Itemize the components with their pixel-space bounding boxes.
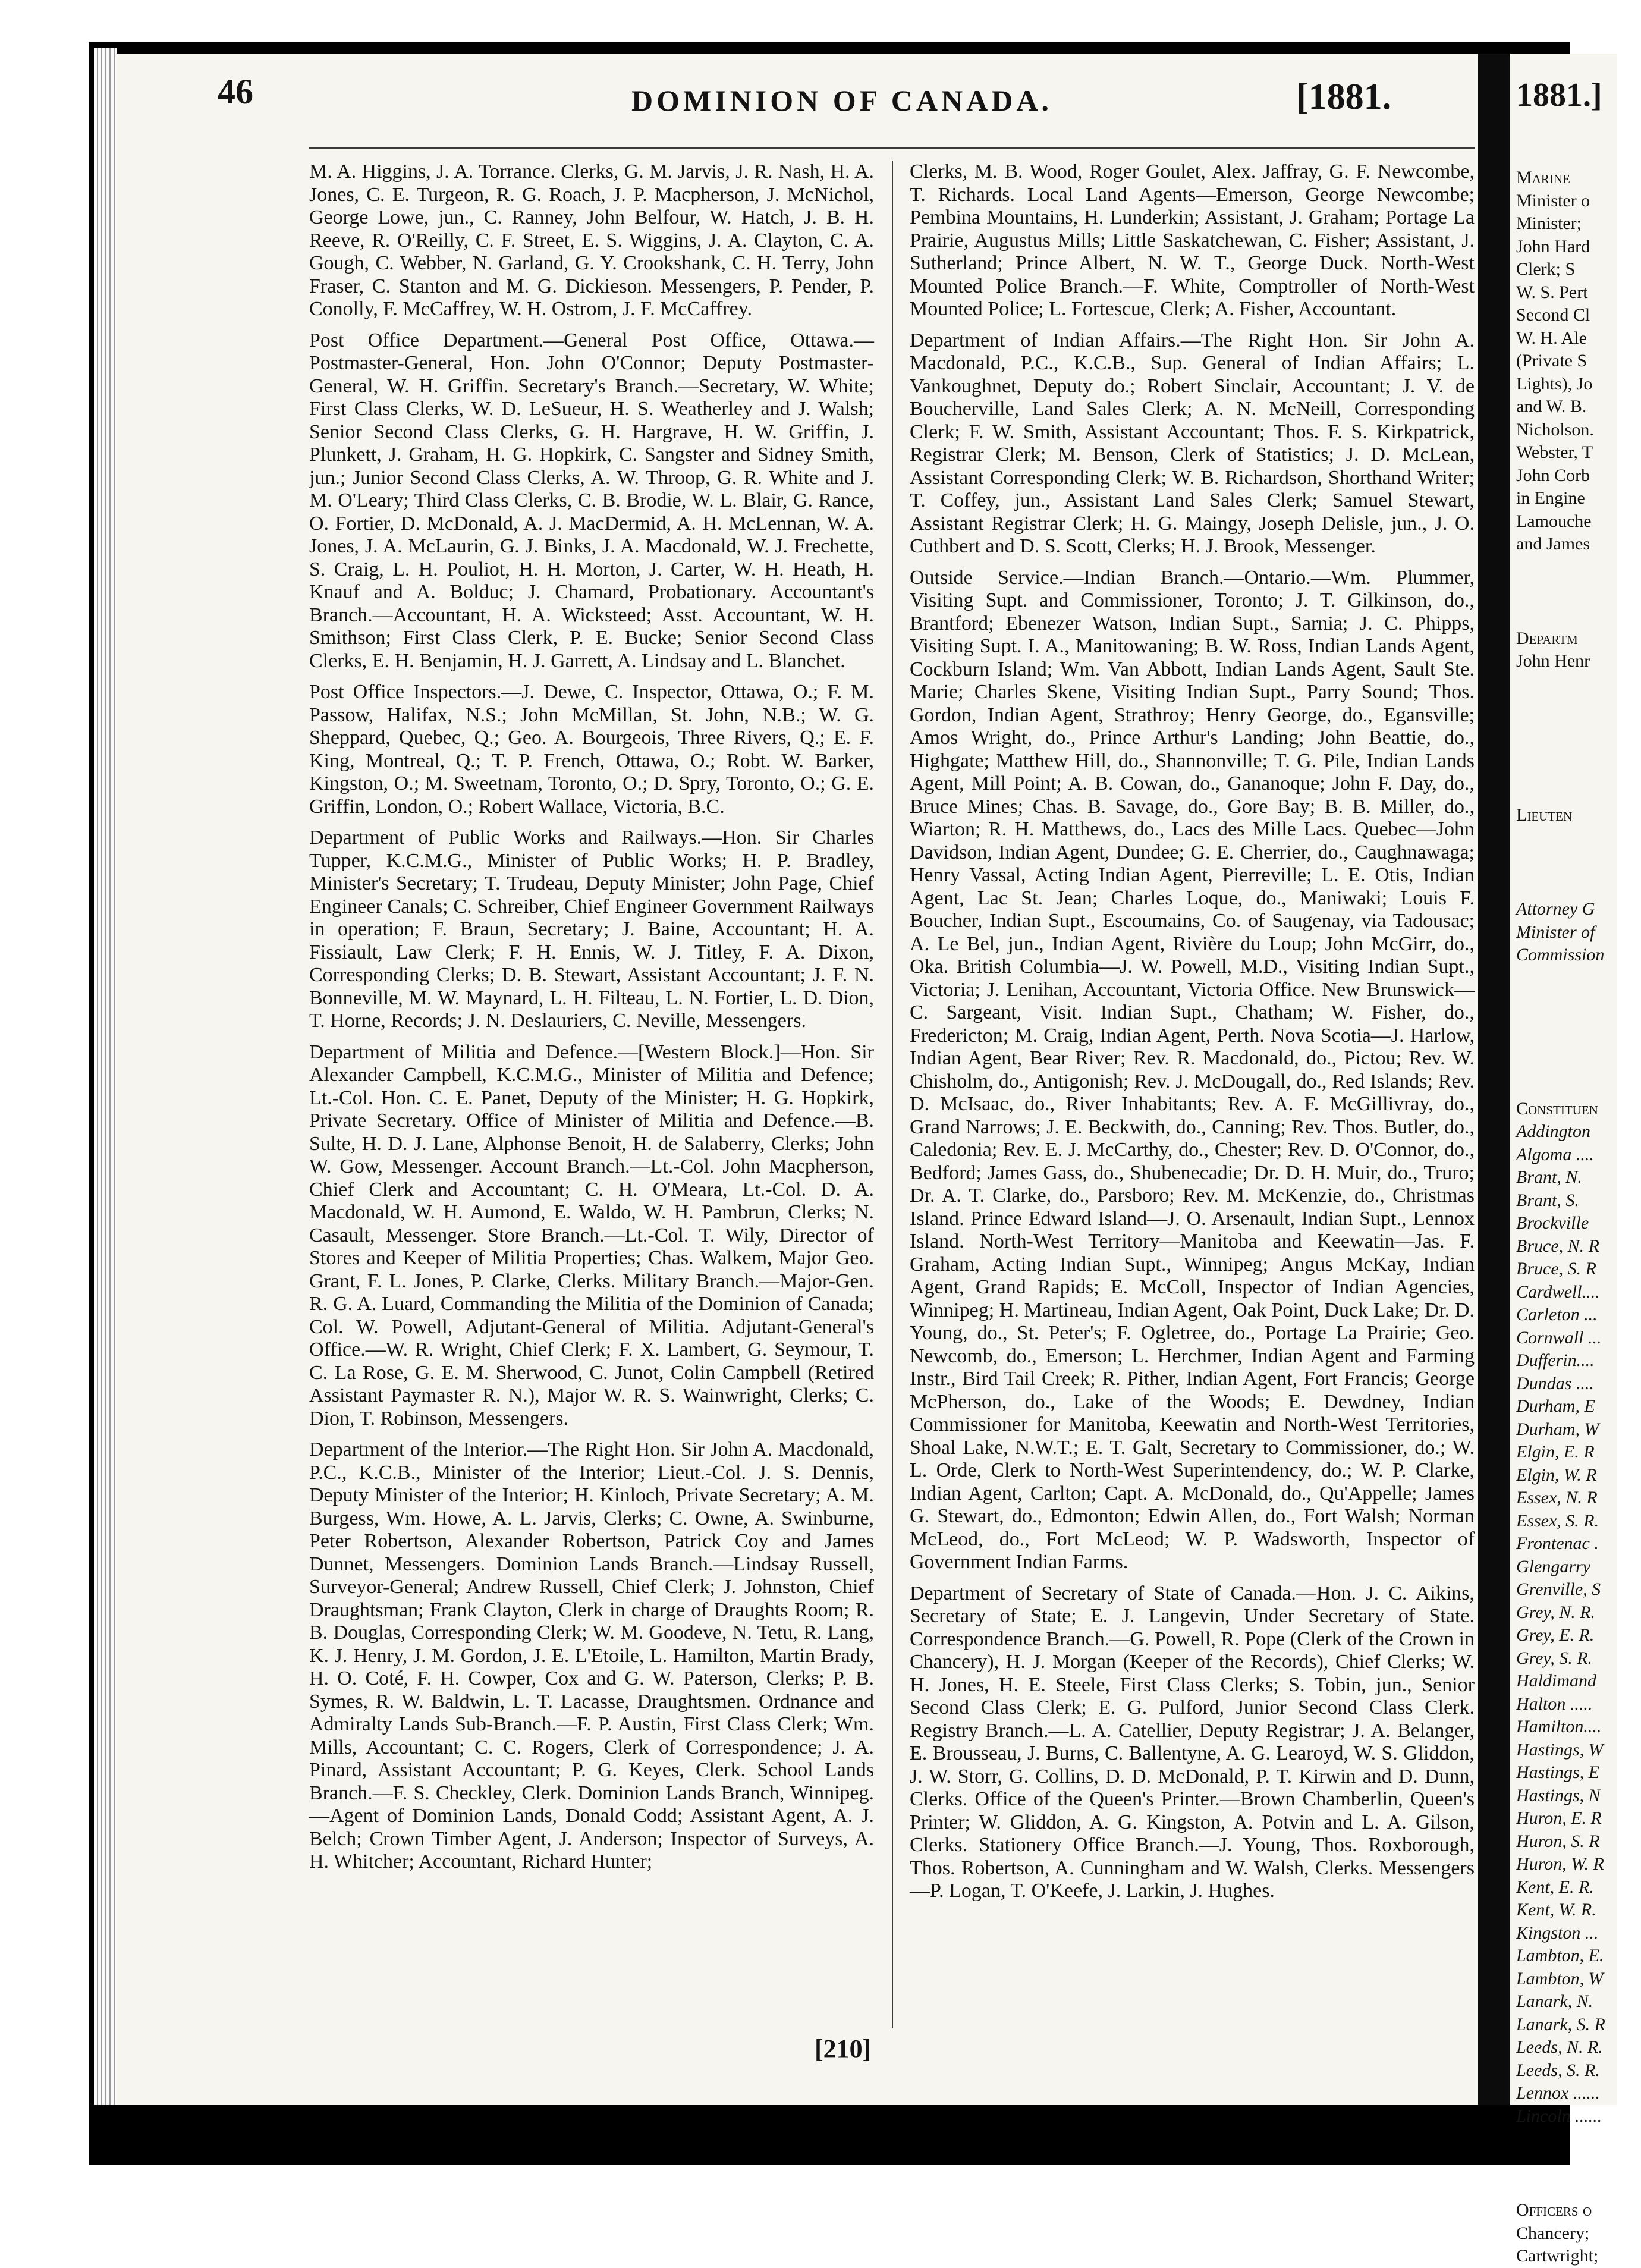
facing-page-line: Elgin, E. R: [1516, 1442, 1595, 1462]
facing-page-line: Second Cl: [1516, 305, 1590, 325]
facing-page-line: Nicholson.: [1516, 419, 1594, 439]
facing-page-line: Kent, W. R.: [1516, 1900, 1596, 1920]
facing-page-line: Dufferin....: [1516, 1350, 1595, 1370]
page-number: 46: [218, 72, 253, 111]
signature-mark: [210]: [815, 2034, 872, 2063]
facing-page-line: Haldimand: [1516, 1671, 1596, 1691]
facing-page-gap: [1516, 2128, 1617, 2199]
facing-page-line: Webster, T: [1516, 442, 1593, 462]
facing-page-line: Cardwell....: [1516, 1281, 1600, 1302]
facing-page-line: Hastings, N: [1516, 1785, 1601, 1805]
facing-page-line: Hastings, E: [1516, 1763, 1600, 1782]
facing-page-line: Huron, E. R: [1516, 1808, 1602, 1828]
paragraph: Department of Public Works and Railways.—Hon. Sir Charles Tupper, K.C.M.G., Minister of Public Works; H. P. Bradley, Minister's Secretary; T. Trudeau, Deputy Minister; John Page, Chief Engineer Canals; C. Schreiber, Chief Engineer Government Railways in operation; F. Braun, Secretary; J. Baine, Accountant; H. A. Fissiault, Law Clerk; F. H. Ennis, W. J. Titley, F. A. Dixon, Corresponding Clerks; D. B. Stewart, Assistant Accountant; J. F. N. Bonneville, M. W. Maynard, L. H. Filteau, L. N. Fortier, L. D. Dion, T. Horne, Records; J. N. Deslauriers, C. Neville, Messengers.: [309, 827, 874, 1032]
running-title: DOMINION OF CANADA.: [631, 84, 1052, 117]
facing-page-line: Frontenac .: [1516, 1534, 1599, 1553]
facing-page-line: Essex, S. R.: [1516, 1510, 1599, 1531]
right-column: [910, 161, 1475, 2028]
facing-page-line: Essex, N. R: [1516, 1488, 1598, 1507]
facing-page-lines: [1516, 167, 1617, 2268]
facing-page-line: Lambton, W: [1516, 1968, 1604, 1989]
facing-page-line: Constituen: [1516, 1098, 1598, 1119]
column-rule: [892, 161, 893, 2028]
facing-page-line: Minister of: [1516, 922, 1595, 942]
paragraph: Clerks, M. B. Wood, Roger Goulet, Alex. Jaffray, G. F. Newcombe, T. Richards. Local Land Agents—Emerson, George Newcombe; Pembina Mountains, H. Lunderkin; Assistant, J. Graham; Portage La Prairie, Augustus Mills; Little Saskatchewan, C. Fisher; Assistant, J. Sutherland; Prince Albert, N. W. T., George Duck. North-West Mounted Police Branch.—F. White, Comptroller of North-West Mounted Police; L. Fortescue, Clerk; A. Fisher, Accountant.: [910, 161, 1475, 320]
facing-page-line: Glengarry: [1516, 1556, 1590, 1576]
facing-page-line: Carleton ...: [1516, 1305, 1598, 1324]
facing-page-line: Elgin, W. R: [1516, 1465, 1597, 1485]
facing-page-line: (Private S: [1516, 351, 1587, 370]
facing-page-line: W. H. Ale: [1516, 328, 1587, 348]
facing-page-line: Hamilton....: [1516, 1717, 1602, 1736]
facing-page-line: W. S. Pert: [1516, 282, 1588, 302]
facing-page-line: Dundas ....: [1516, 1373, 1594, 1393]
facing-page-gap: [1516, 967, 1617, 1098]
facing-page-line: Durham, W: [1516, 1419, 1599, 1439]
facing-page-line: John Hard: [1516, 236, 1590, 256]
facing-page: [1510, 54, 1617, 2266]
facing-page-gap: [1516, 673, 1617, 804]
facing-page-gap: [1516, 556, 1617, 627]
facing-page-line: Brant, S.: [1516, 1190, 1579, 1210]
facing-page-line: Brockville: [1516, 1213, 1589, 1233]
paragraph: Department of the Interior.—The Right Hon. Sir John A. Macdonald, P.C., K.C.B., Minister of the Interior; Lieut.-Col. J. S. Dennis, Deputy Minister of the Interior; H. Kinloch, Private Secretary; A. M. Burgess, Wm. Howe, A. L. Jarvis, Clerks; C. Owne, A. Swinburne, Peter Robertson, Alexander Robertson, Patrick Coy and James Dunnet, Messengers. Dominion Lands Branch.—Lindsay Russell, Surveyor-General; Andrew Russell, Chief Clerk; J. Johnston, Chief Draughtsman; Frank Clayton, Clerk in charge of Draughts Room; R. B. Douglas, Corresponding Clerk; W. M. Goodeve, N. Tetu, R. Lang, K. J. Henry, J. M. Gordon, J. E. L'Etoile, L. Hamilton, Martin Brady, H. O. Coté, F. H. Cowper, Cox and G. W. Paterson, Clerks; P. B. Symes, R. W. Baldwin, L. T. Lacasse, Draughtsmen. Ordnance and Admiralty Lands Sub-Branch.—F. P. Austin, First Class Clerk; Wm. Mills, Accountant; C. C. Rogers, Clerk of Correspondence; J. A. Pinard, Assistant Accountant; P. G. Keyes, Clerk. School Lands Branch.—F. S. Checkley, Clerk. Dominion Lands Branch, Winnipeg.—Agent of Dominion Lands, Donald Codd; Assistant Agent, A. J. Belch; Crown Timber Agent, J. Anderson; Inspector of Surveys, A. H. Whitcher; Accountant, Richard Hunter;: [309, 1438, 874, 1873]
facing-page-line: Departm: [1516, 628, 1578, 648]
facing-page-line: Grey, N. R.: [1516, 1602, 1596, 1622]
facing-page-line: in Engine: [1516, 488, 1585, 508]
facing-page-line: Cartwright;: [1516, 2246, 1599, 2266]
facing-page-line: Huron, S. R: [1516, 1831, 1600, 1851]
facing-page-line: Lieuten: [1516, 805, 1573, 825]
facing-page-line: John Corb: [1516, 465, 1590, 485]
running-year: [1881.: [1296, 77, 1392, 117]
facing-page-line: and James: [1516, 534, 1590, 554]
facing-page-year: 1881.]: [1516, 77, 1602, 114]
paragraph: Department of Secretary of State of Canada.—Hon. J. C. Aikins, Secretary of State; E. J. Langevin, Under Secretary of State. Correspondence Branch.—G. Powell, R. Pope (Clerk of the Crown in Chancery), H. J. Morgan (Keeper of the Records), Chief Clerks; W. H. Jones, H. E. Steele, First Class Clerks; S. Tobin, jun., Senior Second Class Clerk; E. G. Pulford, Junior Second Class Clerk. Registry Branch.—L. A. Catellier, Deputy Registrar; J. A. Belanger, E. Brousseau, J. Burns, C. Ballentyne, A. G. Learoyd, W. S. Gliddon, J. W. Storr, G. Collins, D. D. McDonald, P. T. Kirwin and D. Dunn, Clerks. Office of the Queen's Printer.—Brown Chamberlin, Queen's Printer; W. Gliddon, A. G. Kingston, A. Potvin and L. A. Gilson, Clerks. Stationery Office Branch.—J. Young, Thos. Roxborough, Thos. Robertson, A. Cunningham and W. Walsh, Clerks. Messengers—P. Logan, T. O'Keefe, J. Larkin, J. Hughes.: [910, 1582, 1475, 1902]
facing-page-line: Brant, N.: [1516, 1167, 1582, 1187]
facing-page-line: Chancery;: [1516, 2223, 1590, 2243]
paragraph: Post Office Department.—General Post Office, Ottawa.—Postmaster-General, Hon. John O'Connor; Deputy Postmaster-General, W. H. Griffin. Secretary's Branch.—Secretary, W. White; First Class Clerks, W. D. LeSueur, H. S. Weatherley and J. Walsh; Senior Second Class Clerks, G. H. Hargrave, H. W. Griffin, J. Plunkett, J. Graham, H. G. Hopkirk, C. Sangster and Sidney Smith, jun.; Junior Second Class Clerks, A. W. Throop, G. R. White and J. M. O'Leary; Third Class Clerks, C. B. Brodie, W. L. Blair, G. Rance, O. Fortier, D. McDonald, A. J. MacDermid, A. H. McLennan, W. A. Jones, J. A. McLaurin, G. J. Binks, J. A. Macdonald, W. J. Frechette, S. Craig, L. H. Pouliot, H. H. Morton, J. Carter, W. H. Heath, H. Knauf and A. Bolduc; J. Chamard, Probationary. Accountant's Branch.—Accountant, H. A. Wicksteed; Asst. Accountant, W. H. Smithson; First Class Clerk, P. E. Bucke; Senior Second Class Clerks, E. H. Benjamin, H. J. Garrett, A. Lindsay and L. Blanchet.: [309, 329, 874, 672]
facing-page-line: Lennox ......: [1516, 2083, 1600, 2103]
facing-page-line: Algoma ....: [1516, 1144, 1594, 1164]
facing-page-line: Leeds, S. R.: [1516, 2060, 1600, 2080]
page-edges: [94, 48, 117, 2105]
paragraph: Department of Militia and Defence.—[Western Block.]—Hon. Sir Alexander Campbell, K.C.M.G., Minister of Militia and Defence; Lt.-Col. Hon. C. E. Panet, Deputy of the Minister; H. G. Hopkirk, Private Secretary. Office of Minister of Militia and Defence.—B. Sulte, H. D. J. Lane, Alphonse Benoit, H. de Salaberry, Clerks; John W. Gow, Messenger. Account Branch.—Lt.-Col. John Macpherson, Chief Clerk and Accountant; C. H. O'Meara, Lt.-Col. D. A. Macdonald, W. H. Aumond, E. Waldo, W. H. Pambrun, Clerks; N. Casault, Messenger. Store Branch.—Lt.-Col. T. Wily, Director of Stores and Keeper of Militia Properties; Chas. Walkem, Major Geo. Grant, F. L. Jones, P. Clarke, Clerks. Military Branch.—Major-Gen. R. G. A. Luard, Commanding the Militia of the Dominion of Canada; Col. W. Powell, Adjutant-General of Militia. Adjutant-General's Office.—W. R. Wright, Chief Clerk; F. X. Lambert, G. Seymour, T. C. La Rose, G. E. M. Sherwood, C. Junot, Colin Campbell (Retired Assistant Paymaster R. N.), Major W. R. S. Wainwright, Clerks; C. Dion, T. Robinson, Messengers.: [309, 1041, 874, 1430]
left-column: [309, 161, 874, 2028]
paragraph: Outside Service.—Indian Branch.—Ontario.—Wm. Plummer, Visiting Supt. and Commissioner, Toronto; J. T. Gilkinson, do., Brantford; Ebenezer Watson, Indian Supt., Sarnia; J. C. Phipps, Visiting Supt. I. A., Manitowaning; B. W. Ross, Indian Lands Agent, Cockburn Island; Wm. Van Abbott, Indian Lands Agent, Sault Ste. Marie; Charles Skene, Visiting Indian Supt., Parry Sound; Thos. Gordon, Indian Agent, Strathroy; Henry George, do., Egansville; Amos Wright, do., Prince Arthur's Landing; John Beattie, do., Highgate; Matthew Hill, do., Shannonville; T. G. Pile, Indian Lands Agent, Mill Point; A. B. Cowan, do., Gananoque; John F. Day, do., Bruce Mines; Chas. B. Savage, do., Gore Bay; B. B. Miller, do., Wiarton; R. H. Matthews, do., Lacs des Mille Lacs. Quebec—John Davidson, Indian Agent, Dundee; G. E. Cherrier, do., Caughnawaga; Henry Vassal, Acting Indian Agent, Pierreville; L. E. Otis, Indian Agent, Lac St. Jean; Charles Loque, do., Maniwaki; Louis F. Boucher, Indian Supt., Escoumains, Co. of Saugenay, via Tadousac; A. Le Bel, jun., Indian Agent, Rivière du Loup; John McGirr, do., Oka. British Columbia—J. W. Powell, M.D., Visiting Indian Supt., Victoria; J. Lenihan, Accountant, Victoria Office. New Brunswick—C. Sargeant, Visit. Indian Supt., Chatham; W. Fisher, do., Fredericton; M. Craig, Indian Agent, Perth. Nova Scotia—J. Harlow, Indian Agent, Bear River; Rev. R. Macdonald, do., Pictou; Rev. W. Chisholm, do., Antigonish; Rev. J. McDougall, do., Red Islands; Rev. D. McIsaac, do., River Inhabitants; Rev. A. F. McGillivray, do., Grand Narrows; J. E. Beckwith, do., Canning; Rev. Thos. Butler, do., Caledonia; Rev. E. J. McCarthy, do., Chester; Rev. D. O'Connor, do., Bedford; James Gass, do., Shubenecadie; Dr. D. H. Muir, do., Truro; Dr. A. T. Clarke, do., Parsboro; Rev. M. McKenzie, do., Christmas Island. Prince Edward Island—J. O. Arsenault, Indian Supt., Lennox Island. North-West Territory—Manitoba and Keewatin—Jas. F. Graham, Acting Indian Supt., Winnipeg; Angus McKay, Indian Agent, Grand Rapids; E. McColl, Inspector of Indian Agencies, Winnipeg; H. Martineau, Indian Agent, Oak Point, Duck Lake; Dr. D. Young, do., St. Peter's; F. Ogletree, do., Portage La Prairie; Geo. Newcomb, do., Emerson; L. Herchmer, Indian Agent and Farming Instr., Bird Tail Creek; R. Pither, Indian Agent, Fort Francis; George McPherson, do., Lake of the Woods; E. Dewdney, Indian Commissioner for Manitoba, Keewatin and North-West Territories, Shoal Lake, N.W.T.; E. T. Galt, Secretary to Commissioner, do.; W. L. Orde, Clerk to North-West Superintendency, do.; W. P. Clarke, Indian Agent, Carlton; Capt. A. McDonald, do., Qu'Appelle; James G. Stewart, do., Edmonton; Edwin Allen, do., Fort Walsh; Norman McLeod, do., Fort McLeod; W. P. Wadsworth, Inspector of Government Indian Farms.: [910, 566, 1475, 1573]
facing-page-line: Lights), Jo: [1516, 373, 1593, 394]
facing-page-line: Huron, W. R: [1516, 1854, 1604, 1874]
paragraph: Department of Indian Affairs.—The Right Hon. Sir John A. Macdonald, P.C., K.C.B., Sup. General of Indian Affairs; L. Vankoughnet, Deputy do.; Robert Sinclair, Accountant; J. V. de Boucherville, Land Sales Clerk; A. N. McNeill, Corresponding Clerk; F. W. Smith, Assistant Accountant; Thos. F. S. Kirkpatrick, Registrar Clerk; M. Benson, Clerk of Statistics; J. D. McLean, Assistant Corresponding Clerk; W. B. Richardson, Shorthand Writer; T. Coffey, jun., Assistant Land Sales Clerk; Samuel Stewart, Assistant Registrar Clerk; H. G. Maingy, Joseph Delisle, jun., J. O. Cuthbert and D. S. Scott, Clerks; H. J. Brook, Messenger.: [910, 329, 1475, 557]
facing-page-line: Durham, E: [1516, 1396, 1595, 1416]
facing-page-line: Grenville, S: [1516, 1579, 1601, 1599]
facing-page-gap: [1516, 827, 1617, 898]
facing-page-line: Lamouche: [1516, 511, 1592, 531]
facing-page-line: John Henr: [1516, 651, 1590, 671]
facing-page-line: Marine: [1516, 168, 1570, 187]
facing-page-line: Lambton, E.: [1516, 1946, 1604, 1965]
facing-page-line: Bruce, S. R: [1516, 1259, 1596, 1279]
facing-page-line: Minister;: [1516, 213, 1582, 233]
paragraph: M. A. Higgins, J. A. Torrance. Clerks, G. M. Jarvis, J. R. Nash, H. A. Jones, C. E. Turgeon, R. G. Roach, J. P. Macpherson, J. McNichol, George Lowe, jun., C. Ranney, John Belfour, W. Hatch, J. B. H. Reeve, R. O'Reilly, C. F. Street, E. S. Wiggins, J. A. Clayton, C. A. Gough, C. Webber, N. Garland, G. Y. Crookshank, C. H. Terry, John Fraser, C. Stanton and M. G. Dickieson. Messengers, P. Pender, P. Conolly, F. McCaffrey, W. H. Ostrom, J. F. McCaffrey.: [309, 161, 874, 320]
facing-page-line: Clerk; S: [1516, 259, 1576, 279]
facing-page-line: Commission: [1516, 945, 1605, 965]
facing-page-line: and W. B.: [1516, 397, 1587, 416]
facing-page-line: Grey, S. R.: [1516, 1648, 1593, 1668]
facing-page-line: Kingston ...: [1516, 1923, 1599, 1943]
facing-page-line: Grey, E. R.: [1516, 1625, 1595, 1645]
book-gutter: [1478, 54, 1510, 2105]
facing-page-line: Addington: [1516, 1122, 1590, 1141]
facing-page-line: Lanark, S. R: [1516, 2014, 1605, 2034]
facing-page-line: Halton .....: [1516, 1694, 1593, 1714]
facing-page-line: Officers o: [1516, 2200, 1592, 2220]
header-rule: [309, 147, 1475, 149]
facing-page-line: Bruce, N. R: [1516, 1236, 1599, 1256]
facing-page-line: Attorney G: [1516, 899, 1595, 919]
facing-page-line: Leeds, N. R.: [1516, 2037, 1603, 2057]
facing-page-line: Minister o: [1516, 190, 1590, 211]
facing-page-line: Cornwall ...: [1516, 1327, 1602, 1347]
facing-page-line: Hastings, W: [1516, 1739, 1604, 1760]
facing-page-line: Lanark, N.: [1516, 1991, 1593, 2011]
paragraph: Post Office Inspectors.—J. Dewe, C. Inspector, Ottawa, O.; F. M. Passow, Halifax, N.S.; John McMillan, St. John, N.B.; W. G. Sheppard, Quebec, Q.; Geo. A. Bourgeois, Three Rivers, Q.; E. F. King, Montreal, Q.; T. P. French, Ottawa, O.; Robt. W. Barker, Kingston, O.; M. Sweetnam, Toronto, O.; D. Spry, Toronto, O.; G. E. Griffin, London, O.; Robert Wallace, Victoria, B.C.: [309, 681, 874, 818]
facing-page-line: Lincoln ......: [1516, 2106, 1602, 2126]
facing-page-line: Kent, E. R.: [1516, 1877, 1594, 1897]
